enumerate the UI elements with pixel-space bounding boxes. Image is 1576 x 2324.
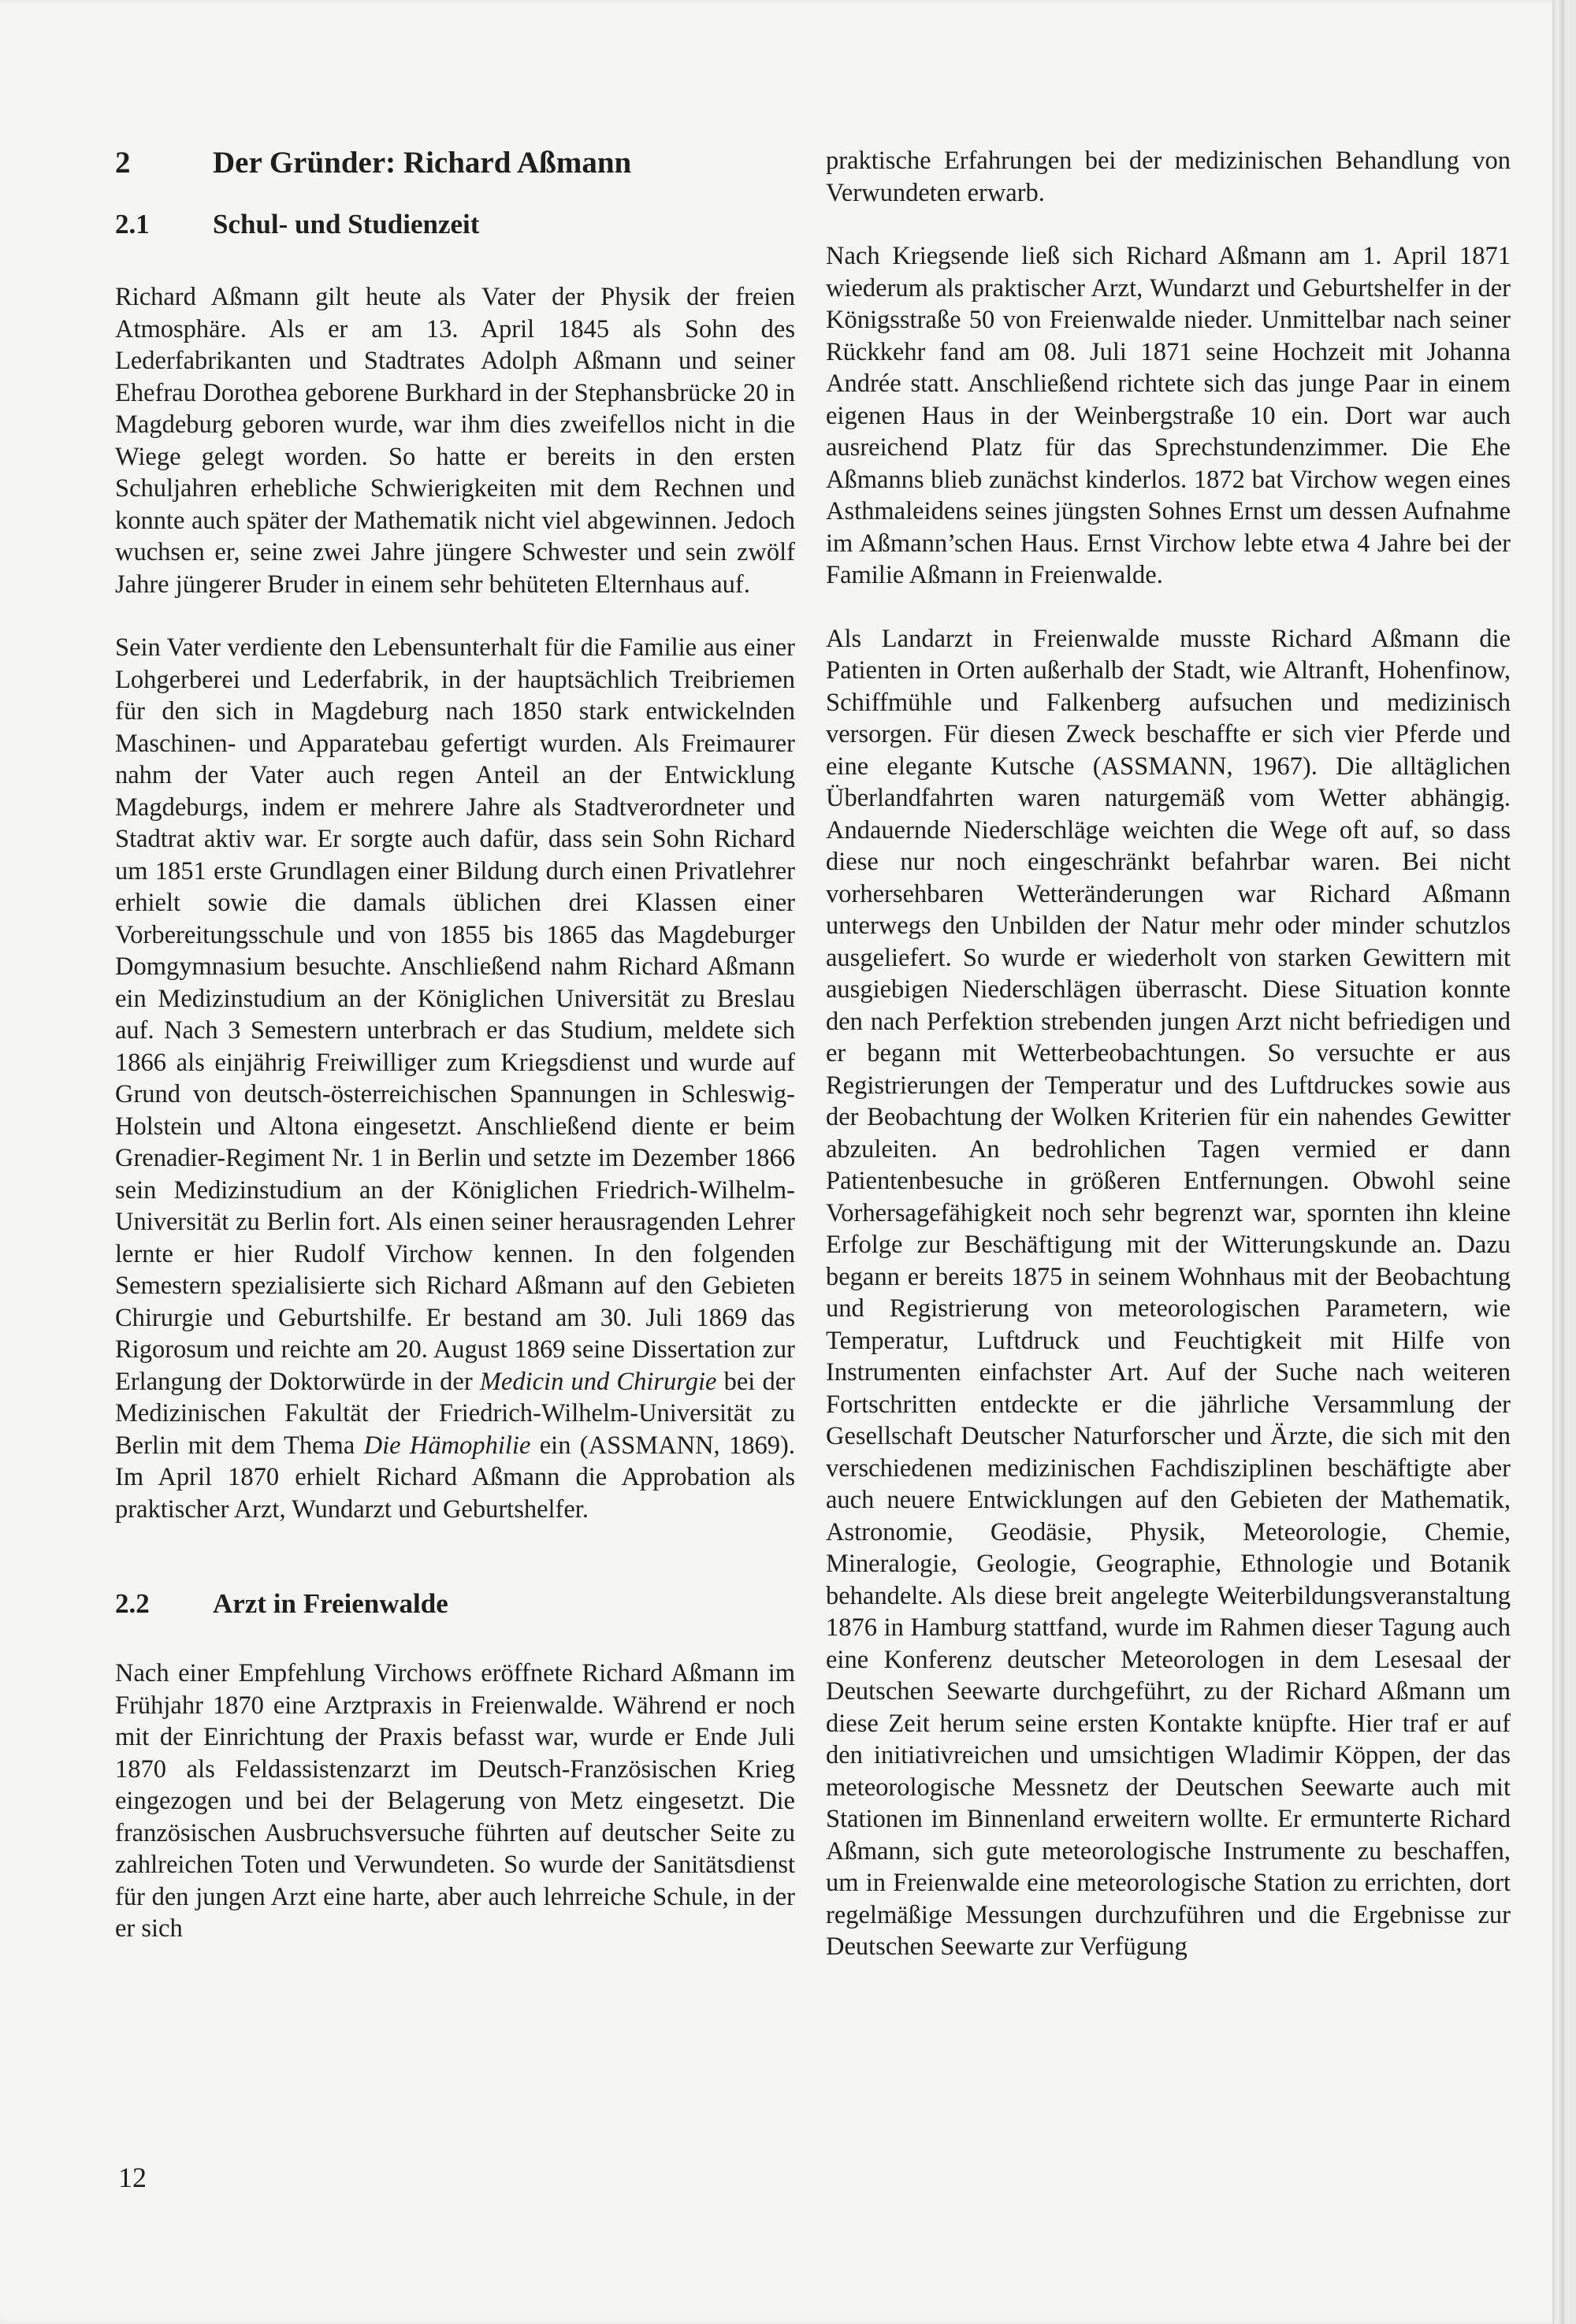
page-edge — [1552, 0, 1564, 2324]
section-title: Arzt in Freienwalde — [213, 1588, 448, 1619]
paragraph-text: Sein Vater verdiente den Lebensunterhalt für die Familie aus einer Lohgerberei und Lederfabrik, in der hauptsächlich Treibriemen für den sich in Magdeburg nach 1850 stark entwickelnden Maschinen- und Apparatebau gefertigt wurden. Als Freimaurer nahm der Vater auch regen Anteil an der Entwicklung Magdeburgs, indem er mehrere Jahre als Stadtverordneter und Stadtrat aktiv war. Er sorgte auch dafür, dass sein Sohn Richard um 1851 erste Grundlagen einer Bildung durch einen Privatlehrer erhielt sowie die damals üblichen drei Klassen einer Vorbereitungsschule und von 1855 bis 1865 das Magdeburger Domgymnasium besuchte. Anschließend nahm Richard Aßmann ein Medizinstudium an der Königlichen Universität zu Breslau auf. Nach 3 Semestern unterbrach er das Studium, meldete sich 1866 als einjährig Freiwilliger zum Kriegsdienst und wurde auf Grund von deutsch-österreichischen Spannungen in Schleswig-Holstein und Altona eingesetzt. Anschließend diente er beim Grenadier-Regiment Nr. 1 in Berlin und setzte im Dezember 1866 sein Medizinstudium an der Königlichen Friedrich-Wilhelm-Universität zu Berlin fort. Als einen seiner herausragenden Lehrer lernte er hier Rudolf Virchow kennen. In den folgenden Semestern spezialisierte sich Richard Aßmann auf den Gebieten Chirurgie und Geburtshilfe. Er bestand am 30. Juli 1869 das Rigorosum und reichte am 20. August 1869 seine Dissertation zur Erlangung der Doktorwürde in der — [115, 633, 795, 1396]
italic-term: Medicin und Chirurgie — [479, 1367, 717, 1396]
section-heading-2-1 — [115, 207, 795, 242]
right-column — [826, 145, 1511, 1963]
paragraph: Als Landarzt in Freienwalde musste Richard Aßmann die Patienten in Orten außerhalb der Stadt, wie Altranft, Hohenfinow, Schiffmühle und Falkenberg aufsuchen und medizinisch versorgen. Für diesen Zweck beschaffte er sich vier Pferde und eine elegante Kutsche (ASSMANN, 1967). Die alltäglichen Überlandfahrten waren naturgemäß vom Wetter abhängig. Andauernde Niederschläge weichten die Wege oft auf, so dass diese nur noch eingeschränkt befahrbar waren. Bei nicht vorhersehbaren Wetteränderungen war Richard Aßmann unterwegs den Unbilden der Natur mehr oder minder schutzlos ausgeliefert. So wurde er wiederholt von starken Gewittern mit ausgiebigen Niederschlägen überrascht. Diese Situation konnte den nach Perfektion strebenden jungen Arzt nicht befriedigen und er begann mit Wetterbeobachtungen. So versuchte er aus Registrierungen der Temperatur und des Luftdruckes sowie aus der Beobachtung der Wolken Kriterien für ein nahendes Gewitter abzuleiten. An bedrohlichen Tagen vermied er dann Patientenbesuche in größeren Entfernungen. Obwohl seine Vorhersagefähigkeit noch sehr begrenzt war, spornten ihn kleine Erfolge zur Beschäftigung mit der Witterungskunde an. Dazu begann er bereits 1875 in seinem Wohnhaus mit der Beobachtung und Registrierung von meteorologischen Parametern, wie Temperatur, Luftdruck und Feuchtigkeit mit Hilfe von Instrumenten einfachster Art. Auf der Suche nach weiteren Fortschritten entdeckte er die jährliche Versammlung der Gesellschaft Deutscher Naturforscher und Ärzte, die sich mit den verschiedenen medizinischen Fachdisziplinen beschäftigte aber auch neuere Entwicklungen auf den Gebieten der Mathematik, Astronomie, Geodäsie, Physik, Meteorologie, Chemie, Mineralogie, Geologie, Geographie, Ethnologie und Botanik behandelte. Als diese breit angelegte Weiterbildungsveranstaltung 1876 in Hamburg stattfand, wurde im Rahmen dieser Tagung auch eine Konferenz deutscher Meteorologen in dem Lesesaal der Deutschen Seewarte durchgeführt, zu der Richard Aßmann um diese Zeit herum seine ersten Kontakte knüpfte. Hier traf er auf den initiativreichen und umsichtigen Wladimir Köppen, der das meteorologische Messnetz der Deutschen Seewarte auch mit Stationen im Binnenland erweitern wollte. Er ermunterte Richard Aßmann, sich gute meteorologische Instrumente zu beschaffen, um in Freienwalde eine meteorologische Station zu errichten, dort regelmäßige Messungen durchzuführen und die Ergebnisse zur Deutschen Seewarte zur Verfügung — [826, 624, 1511, 1961]
paragraph: Nach einer Empfehlung Virchows eröffnete Richard Aßmann im Frühjahr 1870 eine Arztpraxis in Freienwalde. Während er noch mit der Einrichtung der Praxis befasst war, wurde er Ende Juli 1870 als Feldassistenzarzt im Deutsch-Französischen Krieg eingezogen und bei der Belagerung von Metz eingesetzt. Die französischen Ausbruchsversuche führten auf deutscher Seite zu zahlreichen Toten und Verwundeten. So wurde der Sanitätsdienst für den jungen Arzt eine harte, aber auch lehrreiche Schule, in der er sich — [115, 1659, 795, 1943]
page-number: 12 — [118, 2162, 147, 2193]
section-number: 2.1 — [115, 209, 150, 239]
chapter-title: Der Gründer: Richard Aßmann — [213, 146, 632, 180]
left-column — [115, 146, 795, 1945]
paragraph-text: ein (ASSMANN, 1869). Im April 1870 erhielt Richard Aßmann die Approbation als praktischer Arzt, Wundarzt und Geburtshelfer. — [115, 1431, 795, 1524]
paragraph-text: bei der Medizinischen Fakultät der Friedrich-Wilhelm-Universität zu Berlin mit dem Thema — [115, 1367, 795, 1460]
chapter-number: 2 — [115, 146, 131, 180]
chapter-heading — [115, 146, 795, 180]
paragraph — [115, 632, 795, 1525]
paragraph: praktische Erfahrungen bei der medizinischen Behandlung von Verwundeten erwarb. — [826, 147, 1511, 207]
section-title: Schul- und Studienzeit — [213, 209, 480, 239]
italic-title: Die Hämophilie — [363, 1431, 531, 1460]
section-number: 2.2 — [115, 1588, 150, 1619]
paragraph: Richard Aßmann gilt heute als Vater der Physik der freien Atmosphäre. Als er am 13. April 1845 als Sohn des Lederfabrikanten und Stadtrates Adolph Aßmann und seiner Ehefrau Dorothea geborene Burkhard in der Stephansbrücke 20 in Magdeburg geboren wurde, war ihm dies zweifellos nicht in die Wiege gelegt worden. So hatte er bereits in den ersten Schuljahren erhebliche Schwierigkeiten mit dem Rechnen und konnte auch später der Mathematik nicht viel abgewinnen. Jedoch wuchsen er, seine zwei Jahre jüngere Schwester und sein zwölf Jahre jüngerer Bruder in einem sehr behüteten Elternhaus auf. — [115, 283, 795, 599]
paragraph: Nach Kriegsende ließ sich Richard Aßmann am 1. April 1871 wiederum als praktischer Arzt, Wundarzt und Geburtshelfer in der Königsstraße 50 von Freienwalde nieder. Unmittelbar nach seiner Rückkehr fand am 08. Juli 1871 seine Hochzeit mit Johanna Andrée statt. Anschließend richtete sich das junge Paar in einem eigenen Haus in der Weinbergstraße 10 ein. Dort war auch ausreichend Platz für das Sprechstundenzimmer. Die Ehe Aßmanns blieb zunächst kinderlos. 1872 bat Virchow wegen eines Asthmaleidens seines jüngsten Sohnes Ernst um dessen Aufnahme im Aßmann’schen Haus. Ernst Virchow lebte etwa 4 Jahre bei der Familie Aßmann in Freienwalde. — [826, 242, 1511, 589]
section-heading-2-2 — [115, 1587, 795, 1621]
